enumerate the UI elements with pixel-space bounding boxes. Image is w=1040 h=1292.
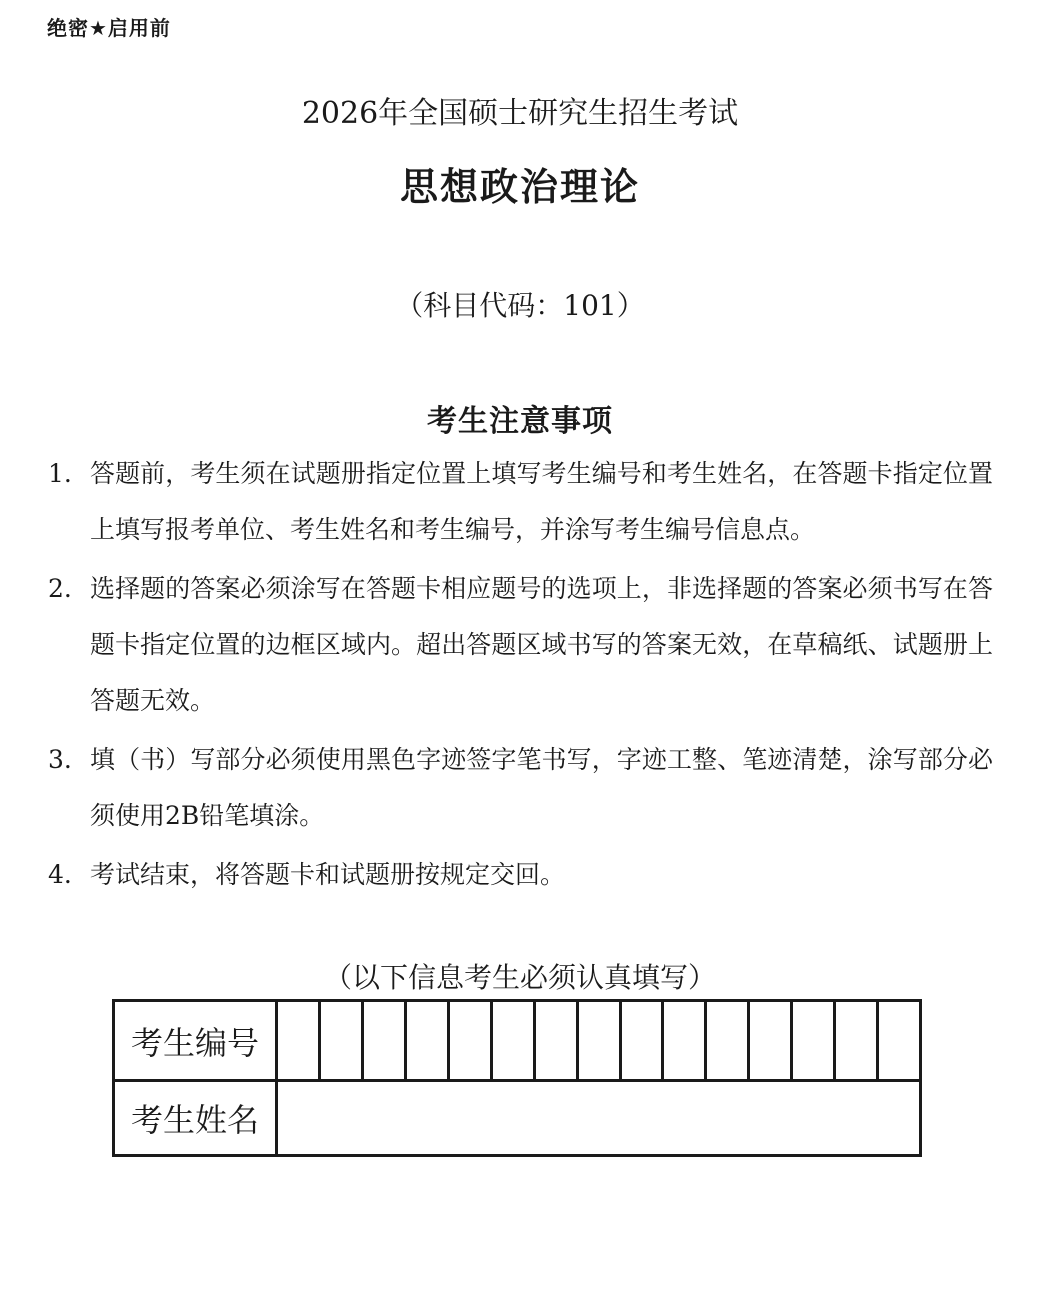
candidate-id-cells xyxy=(278,1002,919,1079)
subject-title: 思想政治理论 xyxy=(399,165,640,209)
notice-title: 考生注意事项 xyxy=(427,404,613,439)
notice-item xyxy=(48,732,993,844)
candidate-id-digit-cell[interactable] xyxy=(321,1002,364,1079)
candidate-id-digit-cell[interactable] xyxy=(493,1002,536,1079)
notice-number: 2. xyxy=(48,574,72,603)
candidate-id-digit-cell[interactable] xyxy=(664,1002,707,1079)
notice-item xyxy=(48,847,993,903)
candidate-info-table xyxy=(112,999,922,1157)
candidate-id-digit-cell[interactable] xyxy=(364,1002,407,1079)
candidate-id-digit-cell[interactable] xyxy=(836,1002,879,1079)
notice-item xyxy=(48,446,993,558)
candidate-id-digit-cell[interactable] xyxy=(750,1002,793,1079)
candidate-name-row xyxy=(115,1082,919,1154)
candidate-id-row xyxy=(115,1002,919,1082)
subject-code: （科目代码：101） xyxy=(395,289,645,322)
candidate-name-label: 考生姓名 xyxy=(115,1082,278,1154)
candidate-id-digit-cell[interactable] xyxy=(579,1002,622,1079)
candidate-id-digit-cell[interactable] xyxy=(450,1002,493,1079)
candidate-id-digit-cell[interactable] xyxy=(879,1002,919,1079)
notice-item xyxy=(48,561,993,729)
notice-number: 4. xyxy=(48,860,72,889)
info-caption: （以下信息考生必须认真填写） xyxy=(323,961,716,994)
candidate-name-field[interactable] xyxy=(278,1082,919,1154)
notice-number: 1. xyxy=(48,459,72,488)
candidate-id-digit-cell[interactable] xyxy=(536,1002,579,1079)
candidate-id-digit-cell[interactable] xyxy=(407,1002,450,1079)
notice-number: 3. xyxy=(48,745,72,774)
candidate-id-digit-cell[interactable] xyxy=(793,1002,836,1079)
notice-text: 考试结束，将答题卡和试题册按规定交回。 xyxy=(90,860,566,889)
notice-list xyxy=(48,446,993,906)
candidate-id-digit-cell[interactable] xyxy=(622,1002,665,1079)
candidate-id-digit-cell[interactable] xyxy=(278,1002,321,1079)
candidate-id-digit-cell[interactable] xyxy=(707,1002,750,1079)
candidate-id-label: 考生编号 xyxy=(115,1002,278,1079)
notice-text: 选择题的答案必须涂写在答题卡相应题号的选项上，非选择题的答案必须书写在答题卡指定位置的边框区域内。超出答题区域书写的答案无效，在草稿纸、试题册上答题无效。 xyxy=(90,574,993,715)
notice-text: 填（书）写部分必须使用黑色字迹签字笔书写，字迹工整、笔迹清楚，涂写部分必须使用2B铅笔填涂。 xyxy=(90,745,993,830)
notice-text: 答题前，考生须在试题册指定位置上填写考生编号和考生姓名，在答题卡指定位置上填写报考单位、考生姓名和考生编号，并涂写考生编号信息点。 xyxy=(90,459,993,544)
exam-name: 2026年全国硕士研究生招生考试 xyxy=(301,96,739,131)
confidential-mark: 绝密★启用前 xyxy=(47,16,171,40)
